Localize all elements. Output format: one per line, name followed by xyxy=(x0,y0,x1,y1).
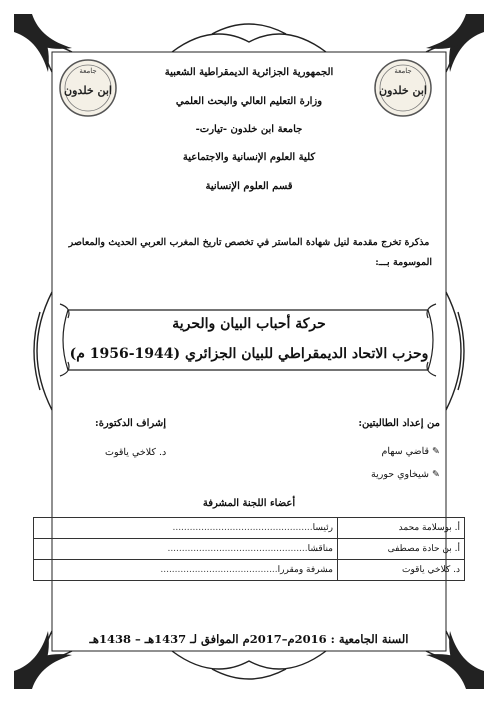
committee-member-name: أ. بن حادة مصطفى xyxy=(338,539,465,560)
supervisor-name: د. كلاخي ياقوت xyxy=(105,447,167,458)
svg-text:جامعة: جامعة xyxy=(79,67,97,75)
svg-text:ابن خلدون: ابن خلدون xyxy=(379,84,427,97)
committee-member-role: مناقشا................................................. xyxy=(34,539,338,560)
committee-member-name: د. كلاخي ياقوت xyxy=(338,560,465,581)
committee-member-role: مشرفة ومقررا......................................... xyxy=(34,560,338,581)
header-republic: الجمهورية الجزائرية الديمقراطية الشعبية xyxy=(164,67,334,78)
committee-heading: أعضاء اللجنة المشرفة xyxy=(202,498,296,509)
supervisor-heading: إشراف الدكتورة: xyxy=(95,418,167,429)
header-ministry: وزارة التعليم العالي والبحث العلمي xyxy=(175,96,323,107)
thesis-title-line1: حركة أحباب البيان والحرية xyxy=(172,316,326,332)
svg-text:ابن خلدون: ابن خلدون xyxy=(64,84,112,97)
memo-line2: الموسومة بـــ: xyxy=(375,257,432,268)
title-frame xyxy=(58,300,438,380)
student-checkmark-icon: ✎ xyxy=(429,446,440,457)
committee-row xyxy=(34,539,465,560)
committee-row xyxy=(34,560,465,581)
committee-member-role: رئيسا................................................. xyxy=(34,518,338,539)
committee-member-name: أ. بوسلامة محمد xyxy=(338,518,465,539)
student-checkmark-icon: ✎ xyxy=(429,469,440,480)
header-university: جامعة ابن خلدون -تيارت- xyxy=(195,124,303,135)
committee-table xyxy=(33,517,465,581)
student-name-2: ✎ شيخاوي حورية xyxy=(371,469,440,480)
academic-year: السنة الجامعية : 2016م–2017م الموافق لـ 1437هـ – 1438هـ xyxy=(89,632,409,646)
students-heading: من إعداد الطالبتين: xyxy=(358,418,440,429)
thesis-title-line2: وحزب الاتحاد الديمقراطي للبيان الجزائري (1944-1956 م) xyxy=(69,346,429,362)
memo-line1: مذكرة تخرج مقدمة لنيل شهادة الماستر في تخصص تاريخ المغرب العربي الحديث والمعاصر xyxy=(68,237,430,248)
header-faculty: كلية العلوم الإنسانية والاجتماعية xyxy=(182,152,316,163)
svg-text:جامعة: جامعة xyxy=(394,67,412,75)
header-department: قسم العلوم الإنسانية xyxy=(205,181,293,192)
student-name-1: ✎ قاضي سهام xyxy=(381,446,440,457)
committee-row xyxy=(34,518,465,539)
